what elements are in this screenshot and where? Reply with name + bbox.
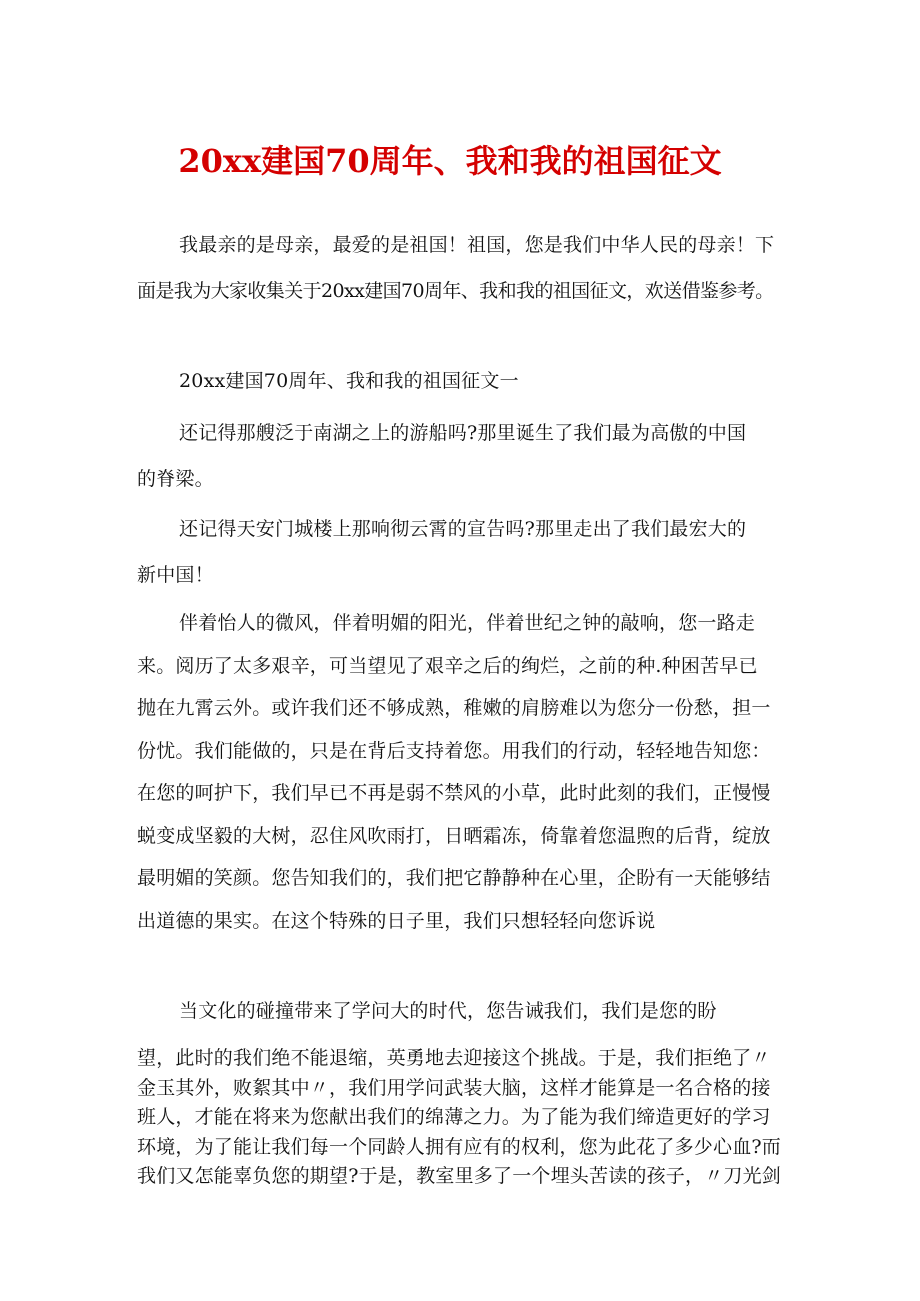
paragraph-line: 新中国！ <box>137 564 214 586</box>
paragraph-line: 金玉其外，败絮其中〃，我们用学问武装大脑，这样才能算是一名合格的接 <box>137 1076 771 1099</box>
paragraph-line: 出道德的果实。在这个特殊的日子里，我们只想轻轻向您诉说 <box>137 909 656 932</box>
paragraph-line: 望，此时的我们绝不能退缩，英勇地去迎接这个挑战。于是，我们拒绝了〃 <box>137 1047 771 1069</box>
intro-paragraph <box>137 222 793 314</box>
paragraph-line: 抛在九霄云外。或许我们还不够成熟，稚嫩的肩膀难以为您分一份愁，担一 <box>137 697 771 719</box>
paragraph-2 <box>137 506 793 598</box>
paragraph-line: 还记得天安门城楼上那响彻云霄的宣告吗?那里走出了我们最宏大的 <box>179 518 747 540</box>
paragraph-line: 班人，才能在将来为您献出我们的绵薄之力。为了能为我们缔造更好的学习 <box>137 1106 771 1128</box>
paragraph-line: 我们又怎能辜负您的期望?于是，教室里多了一个埋头苦读的孩子，〃刀光剑 <box>137 1165 781 1187</box>
paragraph-line: 来。阅历了太多艰辛，可当望见了艰辛之后的绚烂，之前的种.种困苦早已 <box>137 654 758 677</box>
paragraph-line: 还记得那艘泛于南湖之上的游船吗?那里诞生了我们最为高傲的中国 <box>179 422 747 444</box>
paragraph-line: 在您的呵护下，我们早已不再是弱不禁风的小草，此时此刻的我们，正慢慢 <box>137 782 771 804</box>
paragraph-5 <box>137 1044 793 1192</box>
paragraph-line: 伴着怡人的微风，伴着明媚的阳光，伴着世纪之钟的敲响，您一路走 <box>179 612 756 634</box>
subtitle-text: 20xx建国70周年、我和我的祖国征文一 <box>179 370 519 392</box>
paragraph-line: 最明媚的笑颜。您告知我们的，我们把它静静种在心里，企盼有一天能够结 <box>137 867 771 889</box>
paragraph-line: 蜕变成坚毅的大树，忍住风吹雨打，日晒霜冻，倚靠着您温煦的后背，绽放 <box>137 824 771 847</box>
paragraph-line: 的脊梁。 <box>137 468 214 490</box>
paragraph-line: 环境，为了能让我们每一个同龄人拥有应有的权利，您为此花了多少心血?而 <box>137 1135 781 1158</box>
section-subtitle <box>137 366 793 396</box>
paragraph-line: 当文化的碰撞带来了学问大的时代，您告诫我们，我们是您的盼 <box>179 1000 717 1022</box>
paragraph-4 <box>137 996 793 1026</box>
intro-line: 面是我为大家收集关于20xx建国70周年、我和我的祖国征文，欢送借鉴参考。 <box>137 280 774 302</box>
paragraph-1 <box>137 410 793 502</box>
paragraph-3 <box>137 602 793 942</box>
paragraph-line: 份忧。我们能做的，只是在背后支持着您。用我们的行动，轻轻地告知您： <box>137 739 771 762</box>
document-title: 20xx建国70周年、我和我的祖国征文 <box>178 142 722 180</box>
intro-line: 我最亲的是母亲，最爱的是祖国！祖国，您是我们中华人民的母亲！下 <box>179 234 775 256</box>
